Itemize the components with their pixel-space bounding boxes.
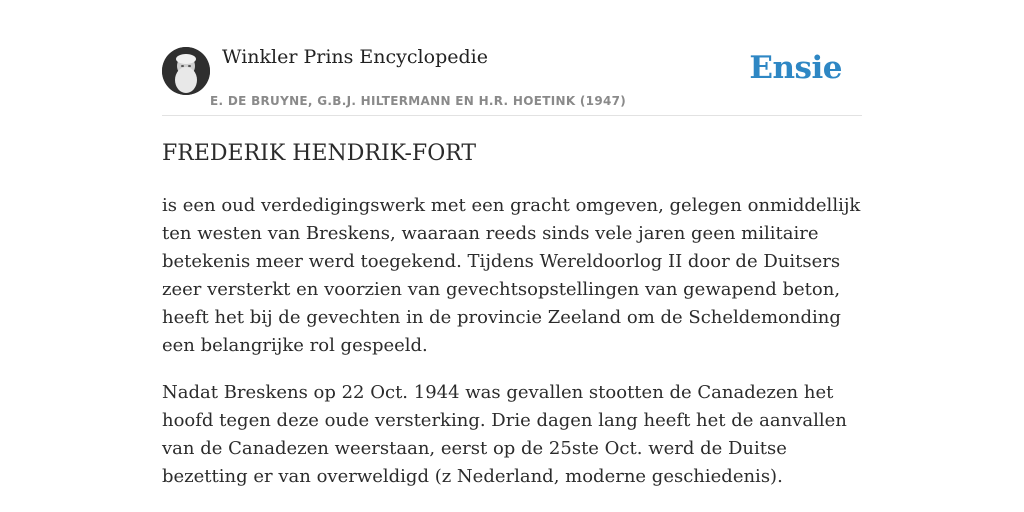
author-avatar[interactable] [162, 47, 210, 95]
book-title[interactable]: Winkler Prins Encyclopedie [222, 46, 488, 68]
ensie-logo[interactable]: Ensie [749, 50, 842, 86]
paragraph: Nadat Breskens op 22 Oct. 1944 was gevallen stootten de Canadezen het hoofd tegen deze oude versterking. Drie dagen lang heeft het de aanvallen van de Canadezen weerstaan, eerst op de 25ste Oct. werd de Duitse bezetting er van overweldigd (z Nederland, moderne geschiedenis). [162, 382, 847, 487]
authors-line: E. DE BRUYNE, G.B.J. HILTERMANN EN H.R. HOETINK (1947) [210, 94, 627, 108]
header [162, 40, 862, 116]
paragraph: is een oud verdedigingswerk met een gracht omgeven, gelegen onmiddellijk ten westen van Breskens, waaraan reeds sinds vele jaren geen militaire betekenis meer werd toegekend. Tijdens Wereldoorlog II door de Duitsers zeer versterkt en voorzien van gevechtsopstellingen van gewapend beton, heeft het bij de gevechten in de provincie Zeeland om de Scheldemonding een belangrijke rol gespeeld. [162, 195, 861, 356]
article-body [162, 192, 867, 510]
portrait-image [162, 47, 210, 95]
article-title: FREDERIK HENDRIK-FORT [162, 141, 477, 166]
